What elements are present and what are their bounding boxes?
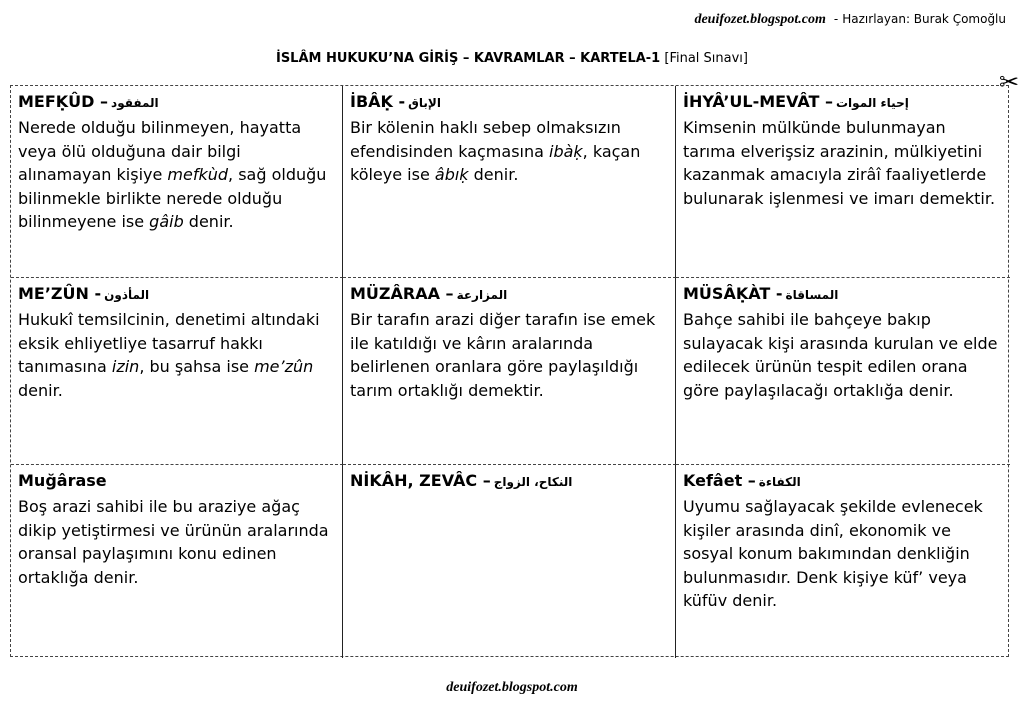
term-card-grid bbox=[10, 85, 1009, 657]
term-card bbox=[343, 465, 676, 658]
page-footer bbox=[0, 676, 1024, 696]
term-definition: Kimsenin mülkünde bulunmayan tarıma elverişsiz arazinin, mülkiyetini kazanmak amacıyla zirâî faaliyetlerde bulunarak işlenmesi ve imarı demektir. bbox=[683, 118, 996, 208]
term-definition: Bir tarafın arazi diğer tarafın ise emek ile katıldığı ve kârın aralarında belirlenen oranlara göre paylaşıldığı tarım ortaklığı demektir. bbox=[350, 310, 656, 400]
term-title: İHYÂ’UL-MEVÂT – إحياء الموات bbox=[683, 92, 909, 111]
term-card bbox=[676, 86, 1010, 278]
term-title: MEFḲÛD – المفقود bbox=[18, 92, 159, 111]
term-definition: Nerede olduğu bilinmeyen, hayatta veya ölü olduğuna dair bilgi alınamayan kişiye mefkùd, sağ olduğu bilinmekle birlikte nerede olduğu bilinmeyene ise gâib denir. bbox=[18, 118, 327, 231]
header-separator: - bbox=[833, 12, 839, 26]
term-definition: Bahçe sahibi ile bahçeye bakıp sulayacak kişi arasında kurulan ve elde edilecek ürünün tespit edilen orana göre paylaşılacağı ortaklığa denir. bbox=[683, 310, 998, 400]
term-card bbox=[676, 278, 1010, 465]
term-card bbox=[343, 86, 676, 278]
title-sub: [Final Sınavı] bbox=[664, 51, 748, 66]
term-title: NİKÂH, ZEVÂC – النكاح، الزواج bbox=[350, 471, 573, 490]
term-title: MÜSÂḲÀT - المساقاة bbox=[683, 284, 839, 303]
term-definition: Uyumu sağlayacak şekilde evlenecek kişiler arasında dinî, ekonomik ve sosyal konum bakımından denkliğin bulunmasıdır. Denk kişiye küf’ veya küfüv denir. bbox=[683, 497, 983, 610]
term-title: Kefâet – الكفاءة bbox=[683, 471, 801, 490]
term-definition: Hukukî temsilcinin, denetimi altındaki eksik ehliyetliye tasarruf hakkı tanımasına izin, bu şahsa ise me’zûn denir. bbox=[18, 310, 320, 400]
author-credit: Hazırlayan: Burak Çomoğlu bbox=[842, 12, 1006, 26]
term-card bbox=[11, 278, 343, 465]
term-card bbox=[343, 278, 676, 465]
footer-blog-url: deuifozet.blogspot.com bbox=[446, 680, 578, 695]
document-title bbox=[0, 51, 1024, 66]
title-main: İSLÂM HUKUKU’NA GİRİŞ – KAVRAMLAR – KARTELA-1 bbox=[275, 51, 661, 66]
term-card bbox=[11, 86, 343, 278]
blog-url: deuifozet.blogspot.com bbox=[694, 12, 826, 27]
scissors-icon: ✂ bbox=[999, 68, 1020, 96]
term-definition: Bir kölenin haklı sebep olmaksızın efendisinden kaçmasına ibàḳ, kaçan köleye ise âbıḳ denir. bbox=[350, 118, 641, 184]
term-title: İBÂḲ - الإباق bbox=[350, 92, 441, 111]
term-card bbox=[676, 465, 1010, 658]
term-card bbox=[11, 465, 343, 658]
page-header bbox=[694, 12, 1006, 28]
term-title: MÜZÂRAA – المزارعة bbox=[350, 284, 508, 303]
term-title: ME’ZÛN - المأذون bbox=[18, 284, 150, 303]
term-title: Muğârase bbox=[18, 471, 107, 490]
term-definition: Boş arazi sahibi ile bu araziye ağaç dikip yetiştirmesi ve ürünün aralarında oransal paylaşımını konu edinen ortaklığa denir. bbox=[18, 497, 329, 587]
